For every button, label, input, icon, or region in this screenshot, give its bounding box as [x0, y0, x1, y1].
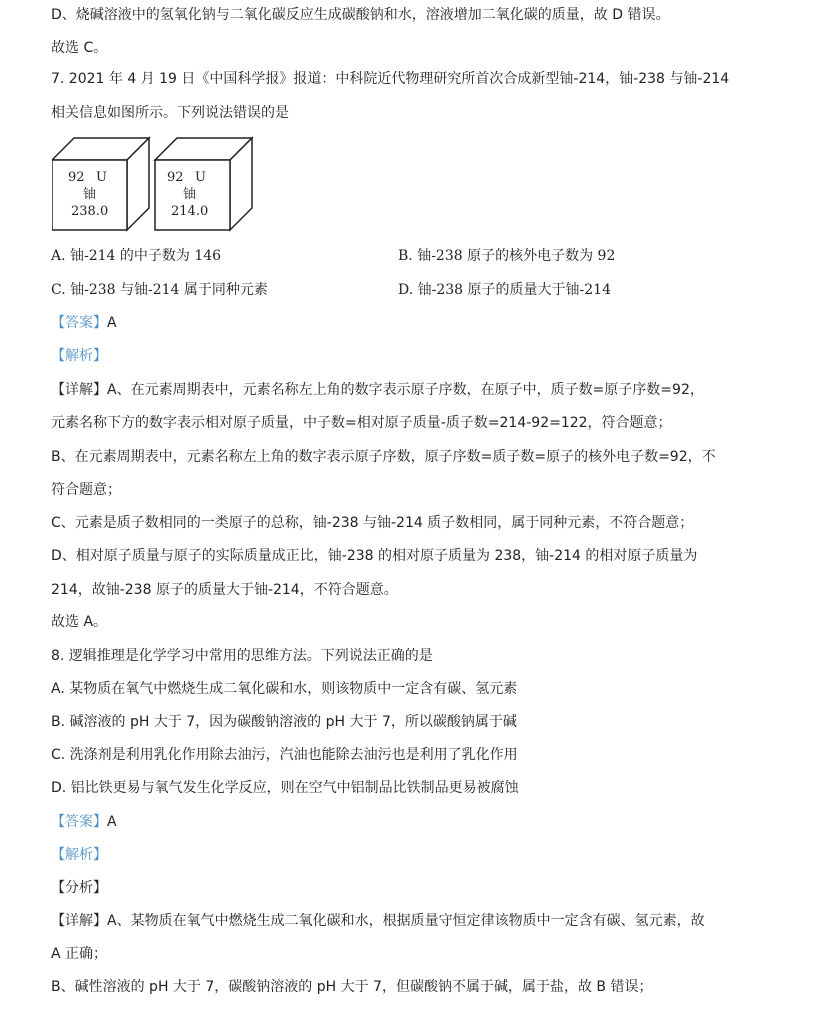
- detail-7-line-3: B、在元素周期表中，元素名称左上角的数字表示原子序数，原子序数=质子数=原子的核外电子数=92，不: [51, 449, 716, 465]
- line-1: D、烧碱溶液中的氢氧化钠与二氧化碳反应生成碳酸钠和水，溶液增加二氧化碳的质量，故 D 错误。: [51, 7, 670, 23]
- answer-8: [51, 812, 117, 832]
- element-name: 铀: [83, 187, 97, 202]
- detail-tag: 【详解】: [51, 382, 107, 398]
- option-7-c: C. 铀-238 与铀-214 属于同种元素: [51, 282, 268, 298]
- detail-8-line-2: A 正确；: [51, 946, 108, 962]
- detail-7-line-6: D、相对原子质量与原子的实际质量成正比，铀-238 的相对原子质量为 238，铀-214 的相对原子质量为: [51, 548, 698, 564]
- fenxi-8-tag: 【分析】: [51, 880, 107, 896]
- answer-tag: 【答案】: [51, 814, 107, 830]
- element-cubes-figure: [52, 135, 262, 235]
- option-7-a: A. 铀-214 的中子数为 146: [51, 248, 222, 264]
- element-symbol: U: [96, 170, 107, 185]
- option-7-d: D. 铀-238 原子的质量大于铀-214: [398, 282, 611, 298]
- detail-8-line-1: [51, 911, 705, 931]
- detail-7-line-5: C、元素是质子数相同的一类原子的总称，铀-238 与铀-214 质子数相同，属于同种元素，不符合题意；: [51, 515, 694, 531]
- detail-8-line-3: B、碱性溶液的 pH 大于 7，碳酸钠溶液的 pH 大于 7，但碳酸钠不属于碱，属于盐，故 B 错误；: [51, 979, 653, 995]
- element-cube-238: [52, 138, 149, 230]
- analysis-8-tag: 【解析】: [51, 847, 107, 863]
- option-8-c: C. 洗涤剂是利用乳化作用除去油污，汽油也能除去油污也是利用了乳化作用: [51, 747, 518, 763]
- answer-value: A: [107, 814, 117, 830]
- detail-7-line-2: 元素名称下方的数字表示相对原子质量，中子数=相对原子质量-质子数=214-92=122，符合题意；: [51, 415, 672, 431]
- atomic-number: 92: [167, 170, 184, 185]
- answer-tag: 【答案】: [51, 315, 107, 331]
- option-7-b: B. 铀-238 原子的核外电子数为 92: [398, 248, 616, 264]
- question-7-line-1: 7. 2021 年 4 月 19 日《中国科学报》报道：中科院近代物理研究所首次合成新型铀-214，铀-238 与铀-214: [51, 71, 730, 87]
- detail-text: A、在元素周期表中，元素名称左上角的数字表示原子序数，在原子中，质子数=原子序数=92，: [107, 382, 704, 398]
- detail-7-line-1: [51, 380, 704, 400]
- option-8-a: A. 某物质在氧气中燃烧生成二氧化碳和水，则该物质中一定含有碳、氢元素: [51, 681, 518, 697]
- option-8-b: B. 碱溶液的 pH 大于 7，因为碳酸钠溶液的 pH 大于 7，所以碳酸钠属于碱: [51, 714, 517, 730]
- answer-7: [51, 313, 117, 333]
- question-7-line-2: 相关信息如图所示。下列说法错误的是: [51, 105, 289, 121]
- atomic-mass: 214.0: [171, 204, 209, 219]
- question-8: 8. 逻辑推理是化学学习中常用的思维方法。下列说法正确的是: [51, 648, 433, 664]
- option-8-d: D. 铝比铁更易与氧气发生化学反应，则在空气中铝制品比铁制品更易被腐蚀: [51, 780, 519, 796]
- element-cube-214: [155, 138, 252, 230]
- atomic-number: 92: [68, 170, 85, 185]
- line-2: 故选 C。: [51, 40, 108, 56]
- element-name: 铀: [183, 187, 197, 202]
- element-symbol: U: [195, 170, 206, 185]
- detail-7-line-4: 符合题意；: [51, 482, 121, 498]
- select-7: 故选 A。: [51, 614, 108, 630]
- atomic-mass: 238.0: [71, 204, 109, 219]
- detail-text: A、某物质在氧气中燃烧生成二氧化碳和水，根据质量守恒定律该物质中一定含有碳、氢元素，故: [107, 913, 705, 929]
- detail-7-line-7: 214，故铀-238 原子的质量大于铀-214，不符合题意。: [51, 582, 398, 598]
- analysis-7-tag: 【解析】: [51, 348, 107, 364]
- detail-tag: 【详解】: [51, 913, 107, 929]
- answer-value: A: [107, 315, 117, 331]
